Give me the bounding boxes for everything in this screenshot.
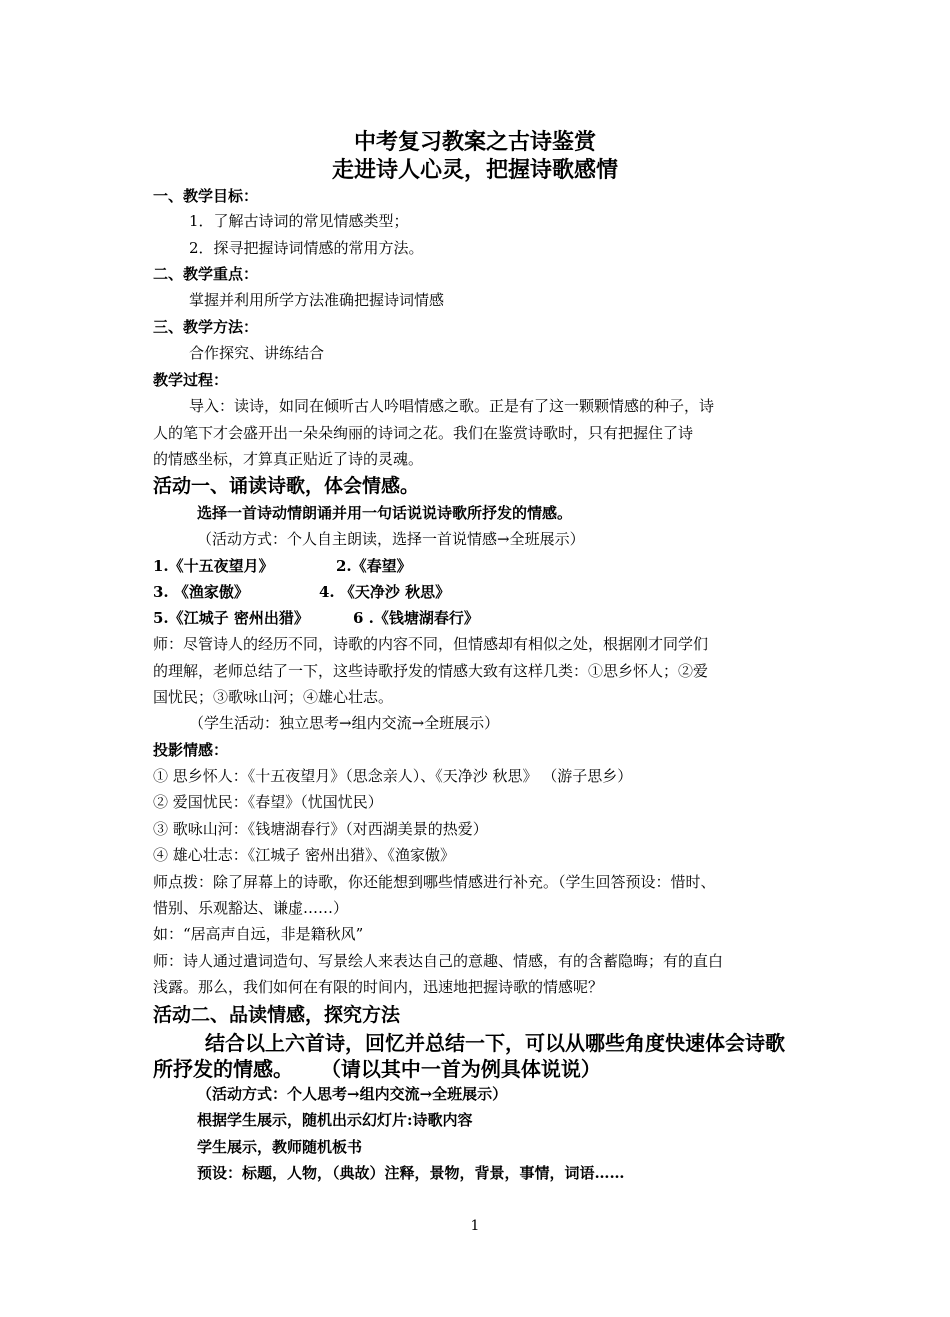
section-heading-key: 二、教学重点： xyxy=(153,265,259,283)
poem-item: 3. 《渔家傲》 xyxy=(153,583,249,601)
activity2-line: 学生展示，教师随机板书 xyxy=(197,1138,363,1156)
hint-line: 师点拨：除了屏幕上的诗歌，你还能想到哪些情感进行补充。（学生回答预设：惜时、 xyxy=(153,873,716,891)
poem-item: 6 .《钱塘湖春行》 xyxy=(353,609,479,627)
key-text: 掌握并利用所学方法准确把握诗词情感 xyxy=(189,291,445,309)
intro-line: 人的笔下才会盛开出一朵朵绚丽的诗词之花。我们在鉴赏诗歌时，只有把握住了诗 xyxy=(153,424,694,442)
activity1-heading: 活动一、诵读诗歌，体会情感。 xyxy=(153,475,420,497)
projection-item: ④ 雄心壮志：《江城子 密州出猎》、《渔家傲》 xyxy=(153,846,456,864)
poem-item: 1.《十五夜望月》 xyxy=(153,557,274,575)
hint-line: 惜别、乐观豁达、谦虚……） xyxy=(153,899,349,917)
teacher-line: 师：尽管诗人的经历不同，诗歌的内容不同，但情感却有相似之处，根据刚才同学们 xyxy=(153,635,709,653)
goal-item: 2．探寻把握诗词情感的常用方法。 xyxy=(189,239,424,257)
section-heading-method: 三、教学方法： xyxy=(153,318,259,336)
activity2-line: 预设：标题，人物，（典故）注释，景物，背景，事情，词语…… xyxy=(197,1164,625,1182)
activity2-heading: 活动二、品读情感，探究方法 xyxy=(153,1004,401,1026)
projection-item: ① 思乡怀人：《十五夜望月》（思念亲人）、《天净沙 秋思》 （游子思乡） xyxy=(153,767,633,785)
example-line: 如：“居高声自远，非是籍秋风” xyxy=(153,925,364,943)
document-title: 中考复习教案之古诗鉴赏 xyxy=(353,129,596,155)
teacher2-line: 浅露。那么，我们如何在有限的时间内，迅速地把握诗歌的情感呢？ xyxy=(153,978,604,996)
page-number: 1 xyxy=(470,1218,480,1234)
activity2-task: 所抒发的情感。 （请以其中一首为例具体说说） xyxy=(153,1057,601,1081)
projection-item: ② 爱国忧民：《春望》（忧国忧民） xyxy=(153,793,383,811)
section-heading-goals: 一、教学目标： xyxy=(153,187,259,205)
teacher-line: 国忧民；③歌咏山河；④雄心壮志。 xyxy=(153,688,394,706)
activity2-line: 根据学生展示，随机出示幻灯片:诗歌内容 xyxy=(197,1111,473,1129)
poem-item: 2.《春望》 xyxy=(336,557,412,575)
student-activity: （学生活动：独立思考→组内交流→全班展示） xyxy=(189,714,500,732)
activity1-task: 选择一首诗动情朗诵并用一句话说说诗歌所抒发的情感。 xyxy=(197,504,573,522)
teacher2-line: 师：诗人通过遣词造句、写景绘人来表达自己的意趣、情感，有的含蓄隐晦；有的直白 xyxy=(153,952,724,970)
activity2-task: 结合以上六首诗，回忆并总结一下，可以从哪些角度快速体会诗歌 xyxy=(205,1031,785,1055)
teacher-line: 的理解，老师总结了一下，这些诗歌抒发的情感大致有这样几类：①思乡怀人；②爱 xyxy=(153,662,709,680)
method-text: 合作探究、讲练结合 xyxy=(189,344,325,362)
projection-heading: 投影情感： xyxy=(153,741,229,759)
poem-item: 4. 《天净沙 秋思》 xyxy=(319,583,451,601)
document-subtitle: 走进诗人心灵，把握诗歌感情 xyxy=(331,157,618,183)
poem-item: 5.《江城子 密州出猎》 xyxy=(153,609,309,627)
section-heading-process: 教学过程： xyxy=(153,371,229,389)
activity2-mode: （活动方式：个人思考→组内交流→全班展示） xyxy=(197,1085,508,1103)
activity1-mode: （活动方式：个人自主朗读，选择一首说情感→全班展示） xyxy=(197,530,585,548)
intro-line: 导入：读诗，如同在倾听古人吟唱情感之歌。正是有了这一颗颗情感的种子，诗 xyxy=(189,397,715,415)
projection-item: ③ 歌咏山河：《钱塘湖春行》（对西湖美景的热爱） xyxy=(153,820,488,838)
intro-line: 的情感坐标，才算真正贴近了诗的灵魂。 xyxy=(153,450,424,468)
goal-item: 1．了解古诗词的常见情感类型； xyxy=(189,212,409,230)
